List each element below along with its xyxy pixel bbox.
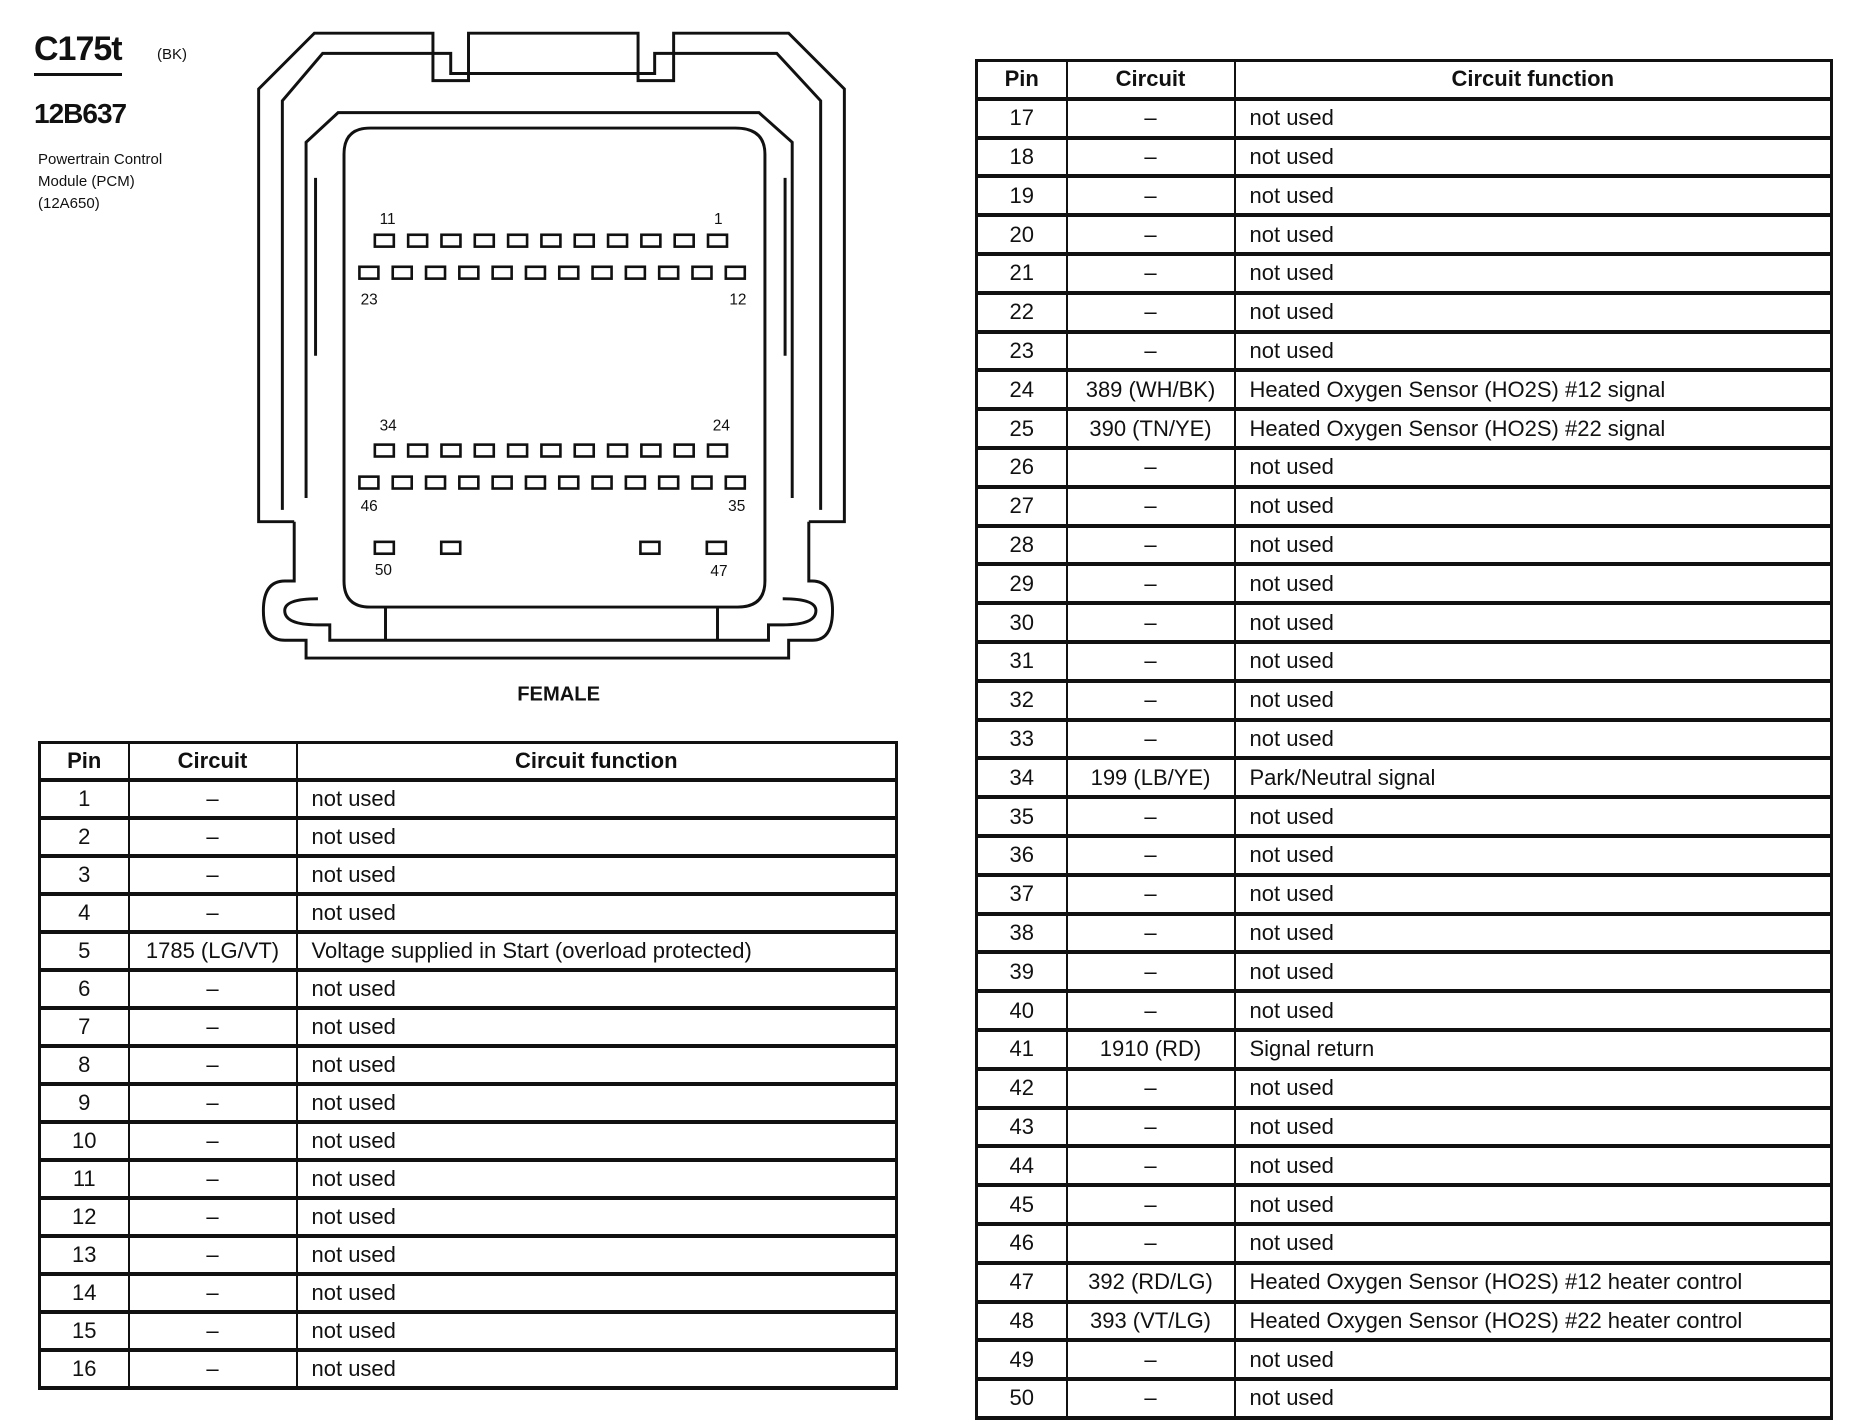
pin-number: 43 xyxy=(977,1108,1067,1147)
pin-number: 45 xyxy=(977,1185,1067,1224)
pin-cavity xyxy=(593,477,612,489)
pin-number: 12 xyxy=(40,1198,129,1236)
circuit-function: Voltage supplied in Start (overload protected) xyxy=(297,932,897,970)
table-row xyxy=(40,1122,897,1160)
circuit-function: not used xyxy=(1235,991,1832,1030)
circuit-function: not used xyxy=(1235,836,1832,875)
table-row xyxy=(977,370,1832,409)
table-row xyxy=(977,991,1832,1030)
pin-label-47: 47 xyxy=(710,563,728,581)
pin-cavity xyxy=(426,477,445,489)
pin-cavity xyxy=(459,477,478,489)
pin-column-header: Pin xyxy=(977,61,1067,99)
circuit-column-header: Circuit xyxy=(129,743,297,781)
circuit-function: not used xyxy=(297,856,897,894)
pin-number: 49 xyxy=(977,1340,1067,1379)
pin-label-34: 34 xyxy=(379,417,397,435)
circuit-code: – xyxy=(1067,448,1235,487)
circuit-code: – xyxy=(1067,176,1235,215)
circuit-function: Heated Oxygen Sensor (HO2S) #22 heater control xyxy=(1235,1302,1832,1341)
pin-cavity xyxy=(608,235,627,247)
table-row xyxy=(40,780,897,818)
table-row xyxy=(977,1263,1832,1302)
table-row xyxy=(977,215,1832,254)
pin-cavity xyxy=(359,477,378,489)
pin-cavity xyxy=(626,267,645,279)
circuit-function: not used xyxy=(1235,603,1832,642)
circuit-function: not used xyxy=(1235,487,1832,526)
table-row xyxy=(977,758,1832,797)
table-row xyxy=(977,1302,1832,1341)
circuit-function: not used xyxy=(297,1274,897,1312)
circuit-code: – xyxy=(129,1008,297,1046)
circuit-function: not used xyxy=(297,894,897,932)
table-row xyxy=(977,526,1832,565)
table-row xyxy=(40,1046,897,1084)
pinout-table-17-50 xyxy=(975,59,1833,1420)
pin-cavity xyxy=(641,235,660,247)
circuit-code: – xyxy=(129,1122,297,1160)
pin-cavity xyxy=(640,542,659,554)
pin-number: 27 xyxy=(977,487,1067,526)
circuit-function: not used xyxy=(297,1160,897,1198)
pin-number: 40 xyxy=(977,991,1067,1030)
circuit-function: not used xyxy=(1235,952,1832,991)
pin-column-header: Pin xyxy=(40,743,129,781)
circuit-function: not used xyxy=(1235,681,1832,720)
pin-cavity xyxy=(726,477,745,489)
pin-cavity xyxy=(608,445,627,457)
pin-cavity xyxy=(659,477,678,489)
circuit-code: – xyxy=(129,894,297,932)
circuit-code: – xyxy=(129,780,297,818)
circuit-function: not used xyxy=(297,1312,897,1350)
pin-cavity xyxy=(493,477,512,489)
function-column-header: Circuit function xyxy=(1235,61,1832,99)
description-line: Powertrain Control xyxy=(38,151,163,168)
circuit-function: not used xyxy=(297,780,897,818)
table-row xyxy=(977,720,1832,759)
pin-cavity xyxy=(708,235,727,247)
pin-cavity xyxy=(475,445,494,457)
table-row xyxy=(977,99,1832,138)
pin-number: 13 xyxy=(40,1236,129,1274)
table-row xyxy=(977,1108,1832,1147)
connector-id: C175t xyxy=(34,30,122,76)
circuit-function: not used xyxy=(297,818,897,856)
circuit-code: – xyxy=(1067,720,1235,759)
table-row xyxy=(40,1236,897,1274)
table-row xyxy=(977,293,1832,332)
table-row xyxy=(977,1146,1832,1185)
circuit-function: Signal return xyxy=(1235,1030,1832,1069)
pin-cavity xyxy=(441,542,460,554)
circuit-function: not used xyxy=(1235,293,1832,332)
circuit-code: – xyxy=(1067,526,1235,565)
circuit-code: – xyxy=(129,1084,297,1122)
circuit-function: not used xyxy=(297,1236,897,1274)
table-row xyxy=(40,1312,897,1350)
circuit-code: – xyxy=(129,1274,297,1312)
pin-cavities xyxy=(359,235,747,554)
pin-cavity xyxy=(426,267,445,279)
table-row xyxy=(977,409,1832,448)
table-row xyxy=(977,254,1832,293)
pin-cavity xyxy=(459,267,478,279)
circuit-function: not used xyxy=(1235,1108,1832,1147)
circuit-function: not used xyxy=(1235,1069,1832,1108)
circuit-function: Heated Oxygen Sensor (HO2S) #12 heater control xyxy=(1235,1263,1832,1302)
table-row xyxy=(977,1224,1832,1263)
circuit-code: – xyxy=(129,856,297,894)
table-row xyxy=(977,1030,1832,1069)
pin-cavity xyxy=(393,267,412,279)
pin-cavity xyxy=(526,267,545,279)
pin-number: 6 xyxy=(40,970,129,1008)
pin-number: 28 xyxy=(977,526,1067,565)
circuit-code: – xyxy=(1067,991,1235,1030)
circuit-code: – xyxy=(129,1160,297,1198)
pin-label-12: 12 xyxy=(729,291,747,309)
circuit-function: not used xyxy=(1235,138,1832,177)
pin-label-23: 23 xyxy=(360,291,378,309)
pinout-table-1-16 xyxy=(38,741,898,1390)
module-description xyxy=(38,149,162,215)
pin-number: 2 xyxy=(40,818,129,856)
pin-cavity xyxy=(526,477,545,489)
pin-cavity xyxy=(675,235,694,247)
circuit-function: not used xyxy=(1235,914,1832,953)
circuit-function: not used xyxy=(1235,99,1832,138)
pin-label-35: 35 xyxy=(728,498,746,516)
function-column-header: Circuit function xyxy=(297,743,897,781)
circuit-code: – xyxy=(129,1350,297,1388)
circuit-code: – xyxy=(1067,836,1235,875)
circuit-code: – xyxy=(1067,99,1235,138)
pin-number: 16 xyxy=(40,1350,129,1388)
gender-label: FEMALE xyxy=(517,683,601,706)
pin-label-50: 50 xyxy=(374,562,392,580)
pin-number: 42 xyxy=(977,1069,1067,1108)
part-number: 12B637 xyxy=(34,98,127,129)
circuit-function: not used xyxy=(297,970,897,1008)
pin-number: 22 xyxy=(977,293,1067,332)
circuit-function: Park/Neutral signal xyxy=(1235,758,1832,797)
circuit-code: – xyxy=(1067,1185,1235,1224)
pin-number: 31 xyxy=(977,642,1067,681)
description-line: (12A650) xyxy=(38,195,100,212)
pin-cavity xyxy=(408,445,427,457)
pin-cavity xyxy=(559,477,578,489)
pin-number: 5 xyxy=(40,932,129,970)
circuit-function: not used xyxy=(1235,1224,1832,1263)
table-row xyxy=(977,603,1832,642)
circuit-code: – xyxy=(1067,914,1235,953)
pin-number: 10 xyxy=(40,1122,129,1160)
pin-number: 34 xyxy=(977,758,1067,797)
circuit-function: not used xyxy=(1235,254,1832,293)
circuit-function: not used xyxy=(1235,1340,1832,1379)
table-row xyxy=(40,1350,897,1388)
circuit-function: not used xyxy=(1235,797,1832,836)
circuit-code: – xyxy=(1067,332,1235,371)
table-row xyxy=(977,564,1832,603)
pin-number: 23 xyxy=(977,332,1067,371)
pin-cavity xyxy=(692,267,711,279)
table-row xyxy=(40,970,897,1008)
pin-number: 9 xyxy=(40,1084,129,1122)
circuit-code: – xyxy=(129,1198,297,1236)
pin-cavity xyxy=(441,235,460,247)
pin-number: 47 xyxy=(977,1263,1067,1302)
pin-cavity xyxy=(541,445,560,457)
pin-number: 17 xyxy=(977,99,1067,138)
table-row xyxy=(40,1008,897,1046)
pin-cavity xyxy=(359,267,378,279)
circuit-code: – xyxy=(129,1046,297,1084)
pin-cavity xyxy=(575,235,594,247)
circuit-code: – xyxy=(1067,1108,1235,1147)
circuit-function: not used xyxy=(297,1008,897,1046)
pin-number: 36 xyxy=(977,836,1067,875)
pin-number: 4 xyxy=(40,894,129,932)
connector-color: (BK) xyxy=(157,46,187,63)
circuit-code: – xyxy=(1067,1379,1235,1418)
pin-cavity xyxy=(659,267,678,279)
circuit-function: not used xyxy=(1235,642,1832,681)
circuit-code: – xyxy=(1067,293,1235,332)
table-row xyxy=(977,952,1832,991)
pin-cavity xyxy=(475,235,494,247)
pin-number: 8 xyxy=(40,1046,129,1084)
pin-cavity xyxy=(707,542,726,554)
circuit-function: not used xyxy=(1235,875,1832,914)
pin-number: 14 xyxy=(40,1274,129,1312)
table-row xyxy=(977,138,1832,177)
circuit-code: – xyxy=(1067,215,1235,254)
circuit-code: – xyxy=(1067,1069,1235,1108)
table-row xyxy=(40,1160,897,1198)
pin-number: 24 xyxy=(977,370,1067,409)
circuit-code: – xyxy=(129,1236,297,1274)
connector-outline xyxy=(259,33,845,658)
table-row xyxy=(977,332,1832,371)
circuit-code: – xyxy=(129,970,297,1008)
circuit-code: – xyxy=(1067,487,1235,526)
circuit-function: Heated Oxygen Sensor (HO2S) #22 signal xyxy=(1235,409,1832,448)
pin-cavity xyxy=(575,445,594,457)
circuit-code: – xyxy=(1067,254,1235,293)
pin-cavity xyxy=(641,445,660,457)
pin-number: 41 xyxy=(977,1030,1067,1069)
table-row xyxy=(40,894,897,932)
circuit-function: not used xyxy=(1235,720,1832,759)
circuit-function: not used xyxy=(1235,1379,1832,1418)
pin-number: 46 xyxy=(977,1224,1067,1263)
circuit-function: not used xyxy=(1235,448,1832,487)
pin-cavity xyxy=(508,445,527,457)
circuit-column-header: Circuit xyxy=(1067,61,1235,99)
pin-number: 21 xyxy=(977,254,1067,293)
pin-number: 39 xyxy=(977,952,1067,991)
circuit-code: – xyxy=(129,1312,297,1350)
pin-number: 19 xyxy=(977,176,1067,215)
pin-number: 18 xyxy=(977,138,1067,177)
pin-number: 26 xyxy=(977,448,1067,487)
pin-number: 37 xyxy=(977,875,1067,914)
pin-cavity xyxy=(441,445,460,457)
pin-cavity xyxy=(726,267,745,279)
circuit-function: not used xyxy=(297,1350,897,1388)
circuit-code: – xyxy=(129,818,297,856)
table-row xyxy=(977,681,1832,720)
pin-number: 11 xyxy=(40,1160,129,1198)
table-row xyxy=(977,1069,1832,1108)
table-row xyxy=(977,797,1832,836)
circuit-function: not used xyxy=(297,1084,897,1122)
pin-cavity xyxy=(559,267,578,279)
pin-number: 30 xyxy=(977,603,1067,642)
table-row xyxy=(40,1084,897,1122)
pin-number: 32 xyxy=(977,681,1067,720)
pin-number: 25 xyxy=(977,409,1067,448)
circuit-code: 390 (TN/YE) xyxy=(1067,409,1235,448)
table-row xyxy=(977,836,1832,875)
table-row xyxy=(40,932,897,970)
circuit-function: not used xyxy=(297,1122,897,1160)
pin-cavity xyxy=(708,445,727,457)
pin-cavity xyxy=(375,235,394,247)
circuit-function: not used xyxy=(1235,332,1832,371)
pin-number: 3 xyxy=(40,856,129,894)
circuit-function: not used xyxy=(1235,564,1832,603)
table-row xyxy=(977,642,1832,681)
circuit-function: not used xyxy=(1235,1146,1832,1185)
pin-number: 15 xyxy=(40,1312,129,1350)
circuit-code: – xyxy=(1067,1224,1235,1263)
circuit-function: not used xyxy=(1235,176,1832,215)
circuit-code: 389 (WH/BK) xyxy=(1067,370,1235,409)
circuit-code: 1785 (LG/VT) xyxy=(129,932,297,970)
circuit-code: 199 (LB/YE) xyxy=(1067,758,1235,797)
pin-number: 33 xyxy=(977,720,1067,759)
pin-cavity xyxy=(375,445,394,457)
pin-label-24: 24 xyxy=(712,417,730,435)
pin-label-46: 46 xyxy=(360,498,378,516)
circuit-code: – xyxy=(1067,797,1235,836)
table-row xyxy=(40,1274,897,1312)
circuit-code: – xyxy=(1067,138,1235,177)
circuit-code: 393 (VT/LG) xyxy=(1067,1302,1235,1341)
circuit-code: – xyxy=(1067,1340,1235,1379)
pin-cavity xyxy=(508,235,527,247)
circuit-function: not used xyxy=(1235,215,1832,254)
table-row xyxy=(40,1198,897,1236)
circuit-code: 1910 (RD) xyxy=(1067,1030,1235,1069)
pin-cavity xyxy=(375,542,394,554)
pin-cavity xyxy=(626,477,645,489)
circuit-function: not used xyxy=(297,1046,897,1084)
pin-cavity xyxy=(408,235,427,247)
pin-label-1: 1 xyxy=(713,211,723,229)
pin-cavity xyxy=(692,477,711,489)
pin-number: 1 xyxy=(40,780,129,818)
table-row xyxy=(977,914,1832,953)
pin-cavity xyxy=(393,477,412,489)
description-line: Module (PCM) xyxy=(38,173,135,190)
pin-number: 50 xyxy=(977,1379,1067,1418)
table-row xyxy=(977,1340,1832,1379)
circuit-function: Heated Oxygen Sensor (HO2S) #12 signal xyxy=(1235,370,1832,409)
pin-number: 48 xyxy=(977,1302,1067,1341)
pin-cavity xyxy=(675,445,694,457)
pin-number: 20 xyxy=(977,215,1067,254)
table-row xyxy=(40,818,897,856)
circuit-code: – xyxy=(1067,875,1235,914)
table-row xyxy=(977,875,1832,914)
pin-number: 44 xyxy=(977,1146,1067,1185)
circuit-code: – xyxy=(1067,952,1235,991)
pin-number: 35 xyxy=(977,797,1067,836)
circuit-function: not used xyxy=(1235,526,1832,565)
table-row xyxy=(977,448,1832,487)
table-row xyxy=(977,487,1832,526)
pin-number: 7 xyxy=(40,1008,129,1046)
circuit-code: – xyxy=(1067,603,1235,642)
circuit-code: – xyxy=(1067,564,1235,603)
pin-label-11: 11 xyxy=(379,211,396,229)
table-row xyxy=(977,176,1832,215)
pin-number: 29 xyxy=(977,564,1067,603)
pin-number: 38 xyxy=(977,914,1067,953)
circuit-code: – xyxy=(1067,1146,1235,1185)
circuit-function: not used xyxy=(1235,1185,1832,1224)
circuit-code: – xyxy=(1067,642,1235,681)
pin-cavity xyxy=(593,267,612,279)
table-row xyxy=(977,1379,1832,1418)
circuit-code: – xyxy=(1067,681,1235,720)
circuit-code: 392 (RD/LG) xyxy=(1067,1263,1235,1302)
pin-cavity xyxy=(541,235,560,247)
table-row xyxy=(40,856,897,894)
circuit-function: not used xyxy=(297,1198,897,1236)
pin-cavity xyxy=(493,267,512,279)
table-row xyxy=(977,1185,1832,1224)
